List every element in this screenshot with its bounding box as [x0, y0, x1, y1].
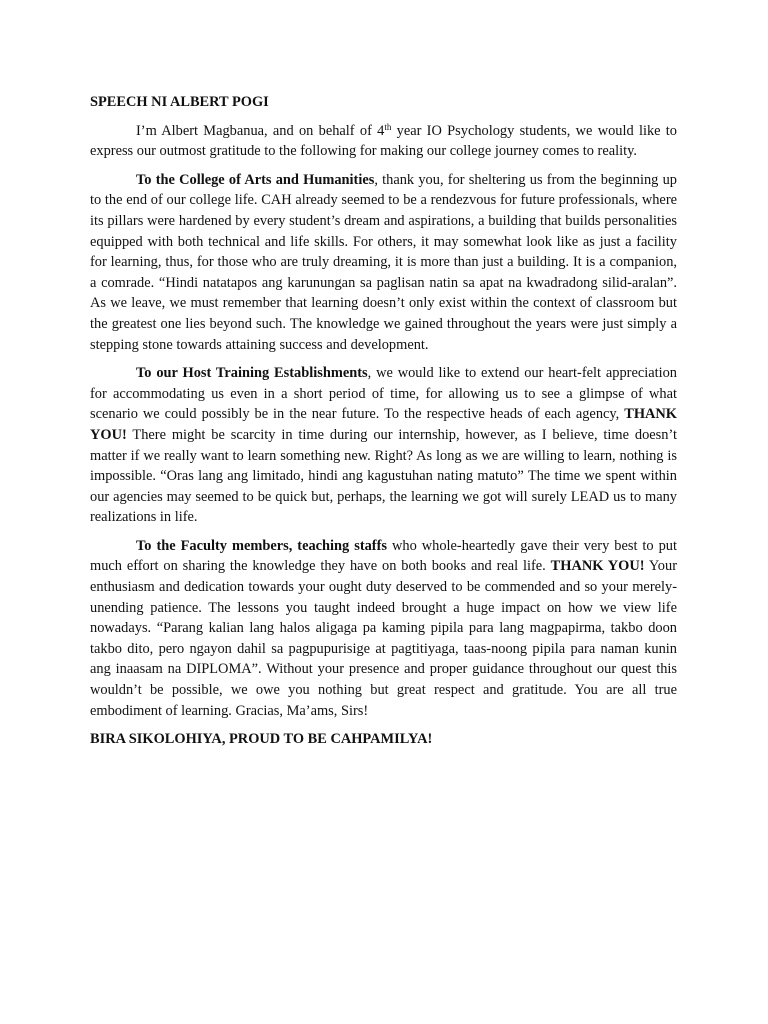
college-addressee: To the College of Arts and Humanities: [136, 171, 375, 188]
college-text: , thank you, for sheltering us from the beginning up to the end of our college life. CAH already seemed to be a rendezvous for future professionals, where its pillars were hardened by every student’s dream and aspirations, a building that builds personalities equipped with both technical and life skills. For others, it may somewhat look like as just a facility for learning, thus, for those who are truly dreaming, it is more than just a building. It is a companion, a comrade. “Hindi natatapos ang karunungan sa paglisan natin sa apat na kwadradong silid-aralan”. As we leave, we must remember that learning doesn’t only exist within the context of classroom but the greatest one lies beyond such. The knowledge we gained throughout the years were just simply a stepping stone towards attaining success and development.: [90, 171, 677, 353]
host-establishments-paragraph: [90, 363, 677, 528]
faculty-text-2: Your enthusiasm and dedication towards your ought duty deserved to be commended and so your merely-unending patience. The lessons you taught indeed brought a huge impact on how we view life nowadays. “Parang kalian lang halos aligaga pa kaming pipila para lang magpapirma, takbo doon takbo dito, pero ngayon dahil sa pagpupurisige at pagtitiyaga, taas-noong pipila para naman kunin ang inaasam na DIPLOMA”. Without your presence and proper guidance throughout our quest this wouldn’t be possible, we owe you nothing but great respect and gratitude. You are all true embodiment of learning. Gracias, Ma’ams, Sirs!: [90, 558, 677, 719]
host-text-2: There might be scarcity in time during our internship, however, as I believe, time doesn’t matter if we really want to learn something new. Right? As long as we are willing to learn, nothing is impossible. “Oras lang ang limitado, hindi ang kagustuhan nating matuto” The time we spent within our agencies may seemed to be quick but, perhaps, the learning we got will surely LEAD us to many realizations in life.: [90, 426, 677, 526]
faculty-thank-you: THANK YOU!: [550, 558, 645, 575]
faculty-paragraph: [90, 536, 677, 721]
document-page: [90, 92, 677, 758]
host-addressee: To our Host Training Establishments: [136, 365, 368, 382]
host-thank-you: THANK YOU!: [90, 406, 677, 443]
intro-text-start: I’m Albert Magbanua, and on behalf of 4: [136, 122, 385, 139]
faculty-addressee: To the Faculty members, teaching staffs: [136, 537, 387, 554]
ordinal-suffix: th: [384, 121, 392, 132]
intro-paragraph: [90, 121, 677, 162]
host-text-1: , we would like to extend our heart-felt appreciation for accommodating us even in a short period of time, for allowing us to see a glimpse of what scenario we could possibly be in the near future. To the respective heads of each agency,: [90, 365, 677, 423]
faculty-text-1: who whole-heartedly gave their very best to put much effort on sharing the knowledge they have on both books and real life.: [90, 537, 677, 575]
college-paragraph: [90, 170, 677, 355]
intro-text-end: year IO Psychology students, we would like to express our outmost gratitude to the following for making our college journey comes to reality.: [90, 122, 677, 160]
speech-title: SPEECH NI ALBERT POGI: [90, 94, 269, 110]
closing-line: BIRA SIKOLOHIYA, PROUD TO BE CAHPAMILYA!: [90, 731, 433, 748]
